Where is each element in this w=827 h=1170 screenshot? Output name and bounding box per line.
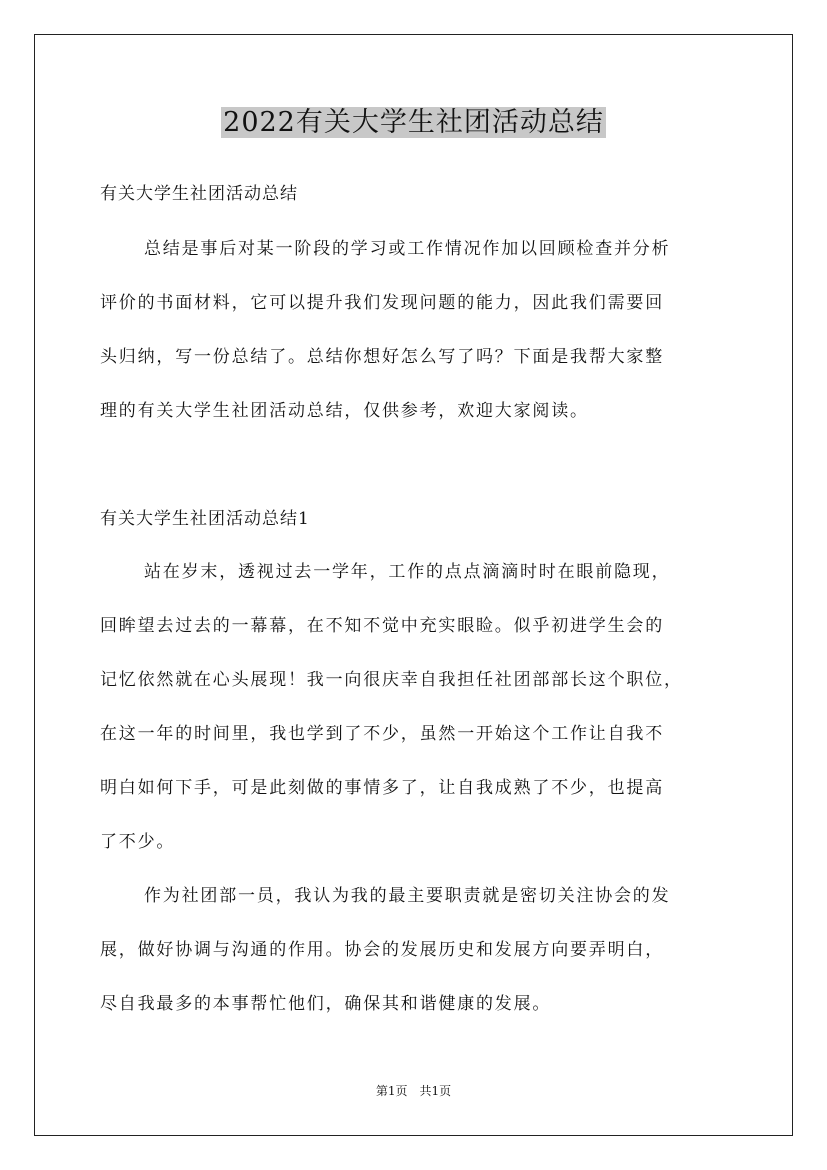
section1-para1-line: 了不少。 [100,832,176,852]
section1-para1-line: 在这一年的时间里，我也学到了不少，虽然一开始这个工作让自我不 [100,724,664,744]
section1-paragraph-2 [100,869,730,1031]
intro-line: 头归纳，写一份总结了。总结你想好怎么写了吗？下面是我帮大家整 [100,347,664,367]
intro-heading: 有关大学生社团活动总结 [100,184,298,204]
intro-line: 理的有关大学生社团活动总结，仅供参考，欢迎大家阅读。 [100,401,589,421]
section1-para1-line: 记忆依然就在心头展现！我一向很庆幸自我担任社团部部长这个职位， [100,670,683,690]
section1-paragraph-1 [100,545,730,869]
section1-para1-line: 回眸望去过去的一幕幕，在不知不觉中充实眼睑。似乎初进学生会的 [100,616,664,636]
section1-para1-line: 明白如何下手，可是此刻做的事情多了，让自我成熟了不少，也提高 [100,778,664,798]
section1-para2-line: 展，做好协调与沟通的作用。协会的发展历史和发展方向要弄明白， [100,940,664,960]
page-footer: 第1页 共1页 [375,1084,452,1098]
intro-paragraph [100,222,730,438]
section1-heading: 有关大学生社团活动总结1 [100,509,310,529]
section1-para2-line: 作为社团部一员，我认为我的最主要职责就是密切关注协会的发 [144,886,671,906]
intro-line: 总结是事后对某一阶段的学习或工作情况作加以回顾检查并分析 [144,239,671,259]
intro-line: 评价的书面材料，它可以提升我们发现问题的能力，因此我们需要回 [100,293,664,313]
section1-para1-line: 站在岁末，透视过去一学年，工作的点点滴滴时时在眼前隐现， [144,562,671,582]
section1-para2-line: 尽自我最多的本事帮忙他们，确保其和谐健康的发展。 [100,994,552,1014]
document-title [0,104,827,142]
document-title-text: 2022有关大学生社团活动总结 [223,107,604,138]
